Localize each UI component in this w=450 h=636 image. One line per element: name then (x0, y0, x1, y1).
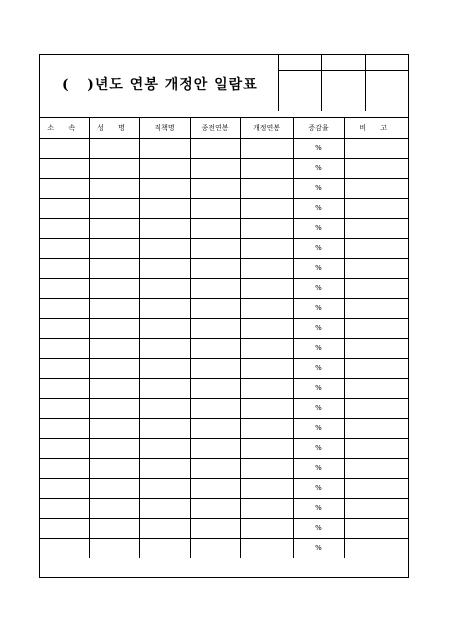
cell-name[interactable] (89, 418, 139, 438)
cell-previous-salary[interactable] (190, 218, 240, 238)
cell-previous-salary[interactable] (190, 478, 240, 498)
col-header-name: 성 명 (89, 118, 139, 138)
cell-department[interactable] (40, 418, 89, 438)
cell-department[interactable] (40, 378, 89, 398)
cell-change-rate[interactable]: % (293, 378, 344, 398)
cell-previous-salary[interactable] (190, 258, 240, 278)
cell-remarks[interactable] (344, 238, 408, 258)
table-row (40, 298, 408, 318)
table-row (40, 478, 408, 498)
cell-previous-salary[interactable] (190, 198, 240, 218)
cell-name[interactable] (89, 358, 139, 378)
cell-position[interactable] (139, 178, 190, 198)
cell-revised-salary[interactable] (240, 438, 293, 458)
cell-department[interactable] (40, 238, 89, 258)
cell-position[interactable] (139, 358, 190, 378)
cell-change-rate[interactable]: % (293, 318, 344, 338)
cell-change-rate[interactable]: % (293, 298, 344, 318)
salary-revision-sheet (39, 54, 409, 578)
table-row (40, 518, 408, 538)
cell-name[interactable] (89, 238, 139, 258)
cell-remarks[interactable] (344, 198, 408, 218)
cell-previous-salary[interactable] (190, 278, 240, 298)
cell-revised-salary[interactable] (240, 378, 293, 398)
cell-previous-salary[interactable] (190, 498, 240, 518)
cell-position[interactable] (139, 398, 190, 418)
cell-revised-salary[interactable] (240, 398, 293, 418)
cell-name[interactable] (89, 198, 139, 218)
cell-change-rate[interactable]: % (293, 518, 344, 538)
cell-change-rate[interactable]: % (293, 198, 344, 218)
table-row (40, 138, 408, 158)
cell-remarks[interactable] (344, 518, 408, 538)
cell-department[interactable] (40, 518, 89, 538)
cell-department[interactable] (40, 358, 89, 378)
cell-revised-salary[interactable] (240, 458, 293, 478)
cell-name[interactable] (89, 218, 139, 238)
cell-change-rate[interactable]: % (293, 158, 344, 178)
cell-previous-salary[interactable] (190, 378, 240, 398)
approval-header-row (279, 55, 408, 71)
cell-change-rate[interactable]: % (293, 478, 344, 498)
cell-name[interactable] (89, 458, 139, 478)
cell-previous-salary[interactable] (190, 458, 240, 478)
cell-change-rate[interactable]: % (293, 138, 344, 158)
col-header-remarks: 비 고 (344, 118, 408, 138)
cell-position[interactable] (139, 458, 190, 478)
cell-previous-salary[interactable] (190, 438, 240, 458)
cell-revised-salary[interactable] (240, 138, 293, 158)
table-row (40, 338, 408, 358)
cell-name[interactable] (89, 298, 139, 318)
cell-revised-salary[interactable] (240, 298, 293, 318)
page-title: ( )년도 연봉 개정안 일람표 (62, 77, 258, 93)
cell-remarks[interactable] (344, 498, 408, 518)
table-row (40, 278, 408, 298)
cell-revised-salary[interactable] (240, 258, 293, 278)
cell-department[interactable] (40, 498, 89, 518)
table-row (40, 238, 408, 258)
cell-change-rate[interactable]: % (293, 258, 344, 278)
cell-position[interactable] (139, 418, 190, 438)
cell-remarks[interactable] (344, 458, 408, 478)
cell-revised-salary[interactable] (240, 338, 293, 358)
cell-name[interactable] (89, 278, 139, 298)
cell-revised-salary[interactable] (240, 318, 293, 338)
cell-remarks[interactable] (344, 258, 408, 278)
cell-position[interactable] (139, 318, 190, 338)
table-row (40, 318, 408, 338)
cell-previous-salary[interactable] (190, 158, 240, 178)
cell-change-rate[interactable]: % (293, 358, 344, 378)
cell-remarks[interactable] (344, 398, 408, 418)
cell-change-rate[interactable]: % (293, 178, 344, 198)
cell-name[interactable] (89, 378, 139, 398)
cell-change-rate[interactable]: % (293, 278, 344, 298)
cell-previous-salary[interactable] (190, 538, 240, 558)
cell-remarks[interactable] (344, 478, 408, 498)
cell-change-rate[interactable]: % (293, 398, 344, 418)
cell-previous-salary[interactable] (190, 338, 240, 358)
cell-revised-salary[interactable] (240, 278, 293, 298)
table-row (40, 178, 408, 198)
cell-position[interactable] (139, 498, 190, 518)
table-row (40, 438, 408, 458)
table-row (40, 458, 408, 478)
cell-department[interactable] (40, 258, 89, 278)
cell-position[interactable] (139, 198, 190, 218)
cell-name[interactable] (89, 178, 139, 198)
cell-change-rate[interactable]: % (293, 498, 344, 518)
cell-revised-salary[interactable] (240, 538, 293, 558)
cell-revised-salary[interactable] (240, 178, 293, 198)
cell-remarks[interactable] (344, 138, 408, 158)
cell-change-rate[interactable]: % (293, 458, 344, 478)
cell-department[interactable] (40, 318, 89, 338)
salary-table (40, 118, 408, 558)
cell-name[interactable] (89, 478, 139, 498)
cell-department[interactable] (40, 338, 89, 358)
table-header-row (40, 118, 408, 138)
cell-name[interactable] (89, 138, 139, 158)
cell-previous-salary[interactable] (190, 298, 240, 318)
cell-revised-salary[interactable] (240, 358, 293, 378)
cell-position[interactable] (139, 478, 190, 498)
cell-department[interactable] (40, 458, 89, 478)
cell-position[interactable] (139, 218, 190, 238)
cell-previous-salary[interactable] (190, 178, 240, 198)
cell-position[interactable] (139, 378, 190, 398)
table-row (40, 358, 408, 378)
cell-remarks[interactable] (344, 298, 408, 318)
table-row (40, 218, 408, 238)
cell-department[interactable] (40, 218, 89, 238)
cell-change-rate[interactable]: % (293, 418, 344, 438)
table-row (40, 418, 408, 438)
col-header-revised-salary: 개정연봉 (240, 118, 293, 138)
cell-change-rate[interactable]: % (293, 238, 344, 258)
cell-department[interactable] (40, 398, 89, 418)
cell-previous-salary[interactable] (190, 358, 240, 378)
cell-revised-salary[interactable] (240, 158, 293, 178)
cell-department[interactable] (40, 178, 89, 198)
col-header-department: 소 속 (40, 118, 89, 138)
approval-box (278, 55, 408, 111)
col-header-position: 직책명 (139, 118, 190, 138)
cell-previous-salary[interactable] (190, 138, 240, 158)
cell-name[interactable] (89, 158, 139, 178)
table-row (40, 498, 408, 518)
table-body (40, 138, 408, 558)
cell-name[interactable] (89, 498, 139, 518)
cell-position[interactable] (139, 338, 190, 358)
cell-remarks[interactable] (344, 538, 408, 558)
cell-remarks[interactable] (344, 178, 408, 198)
cell-revised-salary[interactable] (240, 218, 293, 238)
cell-position[interactable] (139, 438, 190, 458)
cell-change-rate[interactable]: % (293, 438, 344, 458)
cell-revised-salary[interactable] (240, 198, 293, 218)
cell-remarks[interactable] (344, 158, 408, 178)
cell-change-rate[interactable]: % (293, 538, 344, 558)
cell-name[interactable] (89, 518, 139, 538)
cell-remarks[interactable] (344, 218, 408, 238)
table-row (40, 258, 408, 278)
cell-department[interactable] (40, 538, 89, 558)
cell-department[interactable] (40, 278, 89, 298)
cell-position[interactable] (139, 138, 190, 158)
cell-position[interactable] (139, 518, 190, 538)
cell-department[interactable] (40, 158, 89, 178)
table-row (40, 398, 408, 418)
cell-position[interactable] (139, 238, 190, 258)
col-header-previous-salary: 종전연봉 (190, 118, 240, 138)
cell-position[interactable] (139, 538, 190, 558)
cell-name[interactable] (89, 398, 139, 418)
sheet-header (40, 55, 408, 111)
cell-name[interactable] (89, 338, 139, 358)
cell-remarks[interactable] (344, 338, 408, 358)
table-row (40, 158, 408, 178)
cell-revised-salary[interactable] (240, 478, 293, 498)
cell-previous-salary[interactable] (190, 238, 240, 258)
cell-department[interactable] (40, 298, 89, 318)
cell-department[interactable] (40, 138, 89, 158)
cell-change-rate[interactable]: % (293, 338, 344, 358)
cell-revised-salary[interactable] (240, 238, 293, 258)
cell-department[interactable] (40, 478, 89, 498)
cell-remarks[interactable] (344, 358, 408, 378)
cell-change-rate[interactable]: % (293, 218, 344, 238)
cell-revised-salary[interactable] (240, 518, 293, 538)
cell-remarks[interactable] (344, 278, 408, 298)
cell-department[interactable] (40, 198, 89, 218)
cell-name[interactable] (89, 438, 139, 458)
cell-previous-salary[interactable] (190, 418, 240, 438)
approval-divider (365, 55, 366, 111)
cell-remarks[interactable] (344, 318, 408, 338)
cell-previous-salary[interactable] (190, 318, 240, 338)
cell-position[interactable] (139, 158, 190, 178)
cell-name[interactable] (89, 258, 139, 278)
cell-remarks[interactable] (344, 378, 408, 398)
cell-name[interactable] (89, 538, 139, 558)
cell-position[interactable] (139, 258, 190, 278)
table-row (40, 378, 408, 398)
approval-divider (321, 55, 322, 111)
cell-remarks[interactable] (344, 418, 408, 438)
cell-previous-salary[interactable] (190, 518, 240, 538)
table-row (40, 198, 408, 218)
cell-revised-salary[interactable] (240, 498, 293, 518)
cell-department[interactable] (40, 438, 89, 458)
cell-revised-salary[interactable] (240, 418, 293, 438)
cell-position[interactable] (139, 298, 190, 318)
cell-position[interactable] (139, 278, 190, 298)
cell-name[interactable] (89, 318, 139, 338)
cell-remarks[interactable] (344, 438, 408, 458)
table-row (40, 538, 408, 558)
col-header-change-rate: 증감율 (293, 118, 344, 138)
cell-previous-salary[interactable] (190, 398, 240, 418)
